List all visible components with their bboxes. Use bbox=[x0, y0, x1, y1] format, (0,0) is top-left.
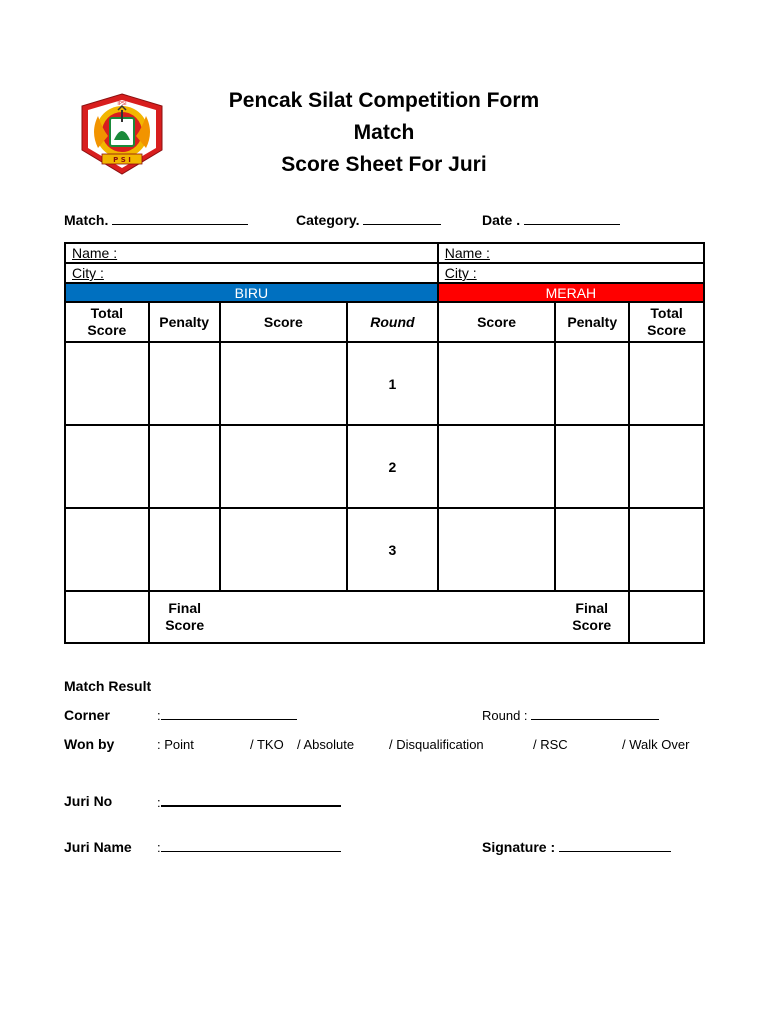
juri-name-blank[interactable] bbox=[161, 839, 341, 852]
corner-field[interactable] bbox=[157, 707, 297, 723]
round-blank[interactable] bbox=[531, 707, 659, 720]
red-penalty-cell[interactable] bbox=[555, 425, 629, 508]
red-score-cell[interactable] bbox=[438, 342, 556, 425]
red-total-cell[interactable] bbox=[629, 508, 704, 591]
blue-total-cell[interactable] bbox=[65, 508, 149, 591]
blue-final-score-label: Final Score bbox=[165, 600, 205, 633]
form-subtitle-match: Match bbox=[353, 121, 415, 144]
match-result-title: Match Result bbox=[64, 678, 152, 694]
won-by-label: Won by bbox=[64, 736, 115, 752]
juri-name-field[interactable] bbox=[157, 839, 341, 855]
blue-penalty-cell[interactable] bbox=[149, 425, 220, 508]
category-field[interactable] bbox=[296, 212, 441, 228]
signature-blank[interactable] bbox=[559, 839, 671, 852]
red-penalty-cell[interactable] bbox=[555, 342, 629, 425]
match-label: Match. bbox=[64, 212, 109, 228]
red-city-field[interactable]: City : bbox=[438, 263, 704, 283]
blue-final-score-box[interactable] bbox=[65, 591, 149, 643]
juri-no-blank[interactable] bbox=[161, 793, 341, 807]
signature-label: Signature : bbox=[482, 839, 556, 855]
header-red-score: Score bbox=[438, 302, 556, 342]
red-final-score-box[interactable] bbox=[629, 591, 704, 643]
date-label: Date . bbox=[482, 212, 521, 228]
round-label: Round : bbox=[482, 708, 528, 723]
won-by-option-absolute[interactable]: / Absolute bbox=[297, 737, 355, 752]
blue-penalty-cell[interactable] bbox=[149, 508, 220, 591]
won-by-option-tko[interactable]: / TKO bbox=[250, 737, 284, 752]
corner-blank[interactable] bbox=[161, 707, 297, 720]
blue-penalty-cell[interactable] bbox=[149, 342, 220, 425]
juri-name-label: Juri Name bbox=[64, 839, 132, 855]
blue-total-cell[interactable] bbox=[65, 342, 149, 425]
round-row bbox=[65, 508, 704, 591]
round-number: 1 bbox=[347, 342, 438, 425]
match-blank[interactable] bbox=[112, 212, 248, 225]
red-name-field[interactable]: Name : bbox=[438, 243, 704, 263]
won-by-option-rsc[interactable]: / RSC bbox=[533, 737, 568, 752]
red-score-cell[interactable] bbox=[438, 508, 556, 591]
juri-no-label: Juri No bbox=[64, 793, 113, 809]
header-round: Round bbox=[347, 302, 438, 342]
red-score-cell[interactable] bbox=[438, 425, 556, 508]
form-title: Pencak Silat Competition Form bbox=[228, 89, 540, 112]
blue-city-field[interactable]: City : bbox=[65, 263, 438, 283]
juri-no-field[interactable] bbox=[157, 793, 341, 810]
score-table bbox=[64, 242, 705, 644]
header-blue-score: Score bbox=[220, 302, 347, 342]
round-row bbox=[65, 342, 704, 425]
blue-total-cell[interactable] bbox=[65, 425, 149, 508]
red-total-cell[interactable] bbox=[629, 425, 704, 508]
corner-label: Corner bbox=[64, 707, 110, 723]
juri-name-sep: : bbox=[157, 840, 161, 855]
red-final-score-label: Final Score bbox=[572, 600, 612, 633]
match-field[interactable] bbox=[64, 212, 248, 228]
header-blue-penalty: Penalty bbox=[149, 302, 220, 342]
won-by-option-point[interactable]: : Point bbox=[157, 737, 194, 752]
round-number: 3 bbox=[347, 508, 438, 591]
round-field[interactable] bbox=[482, 707, 659, 723]
round-row bbox=[65, 425, 704, 508]
red-corner-band: MERAH bbox=[438, 283, 704, 302]
red-penalty-cell[interactable] bbox=[555, 508, 629, 591]
signature-field[interactable] bbox=[482, 839, 671, 855]
category-label: Category. bbox=[296, 212, 360, 228]
blue-name-field[interactable]: Name : bbox=[65, 243, 438, 263]
corner-sep: : bbox=[157, 708, 161, 723]
juri-no-sep: : bbox=[157, 795, 161, 810]
blue-score-cell[interactable] bbox=[220, 508, 347, 591]
round-number: 2 bbox=[347, 425, 438, 508]
category-blank[interactable] bbox=[363, 212, 441, 225]
header-red-penalty: Penalty bbox=[555, 302, 629, 342]
blue-corner-band: BIRU bbox=[65, 283, 438, 302]
header-blue-total-score: Total Score bbox=[65, 302, 149, 342]
form-subtitle-sheet: Score Sheet For Juri bbox=[281, 153, 487, 176]
header-red-total-score: Total Score bbox=[629, 302, 704, 342]
blue-score-cell[interactable] bbox=[220, 342, 347, 425]
date-blank[interactable] bbox=[524, 212, 620, 225]
blue-score-cell[interactable] bbox=[220, 425, 347, 508]
date-field[interactable] bbox=[482, 212, 620, 228]
won-by-option-disqualification[interactable]: / Disqualification bbox=[389, 737, 484, 752]
red-total-cell[interactable] bbox=[629, 342, 704, 425]
svg-text:IPSI: IPSI bbox=[117, 101, 127, 107]
svg-text:P S I: P S I bbox=[113, 156, 131, 164]
won-by-option-walk-over[interactable]: / Walk Over bbox=[622, 737, 690, 752]
